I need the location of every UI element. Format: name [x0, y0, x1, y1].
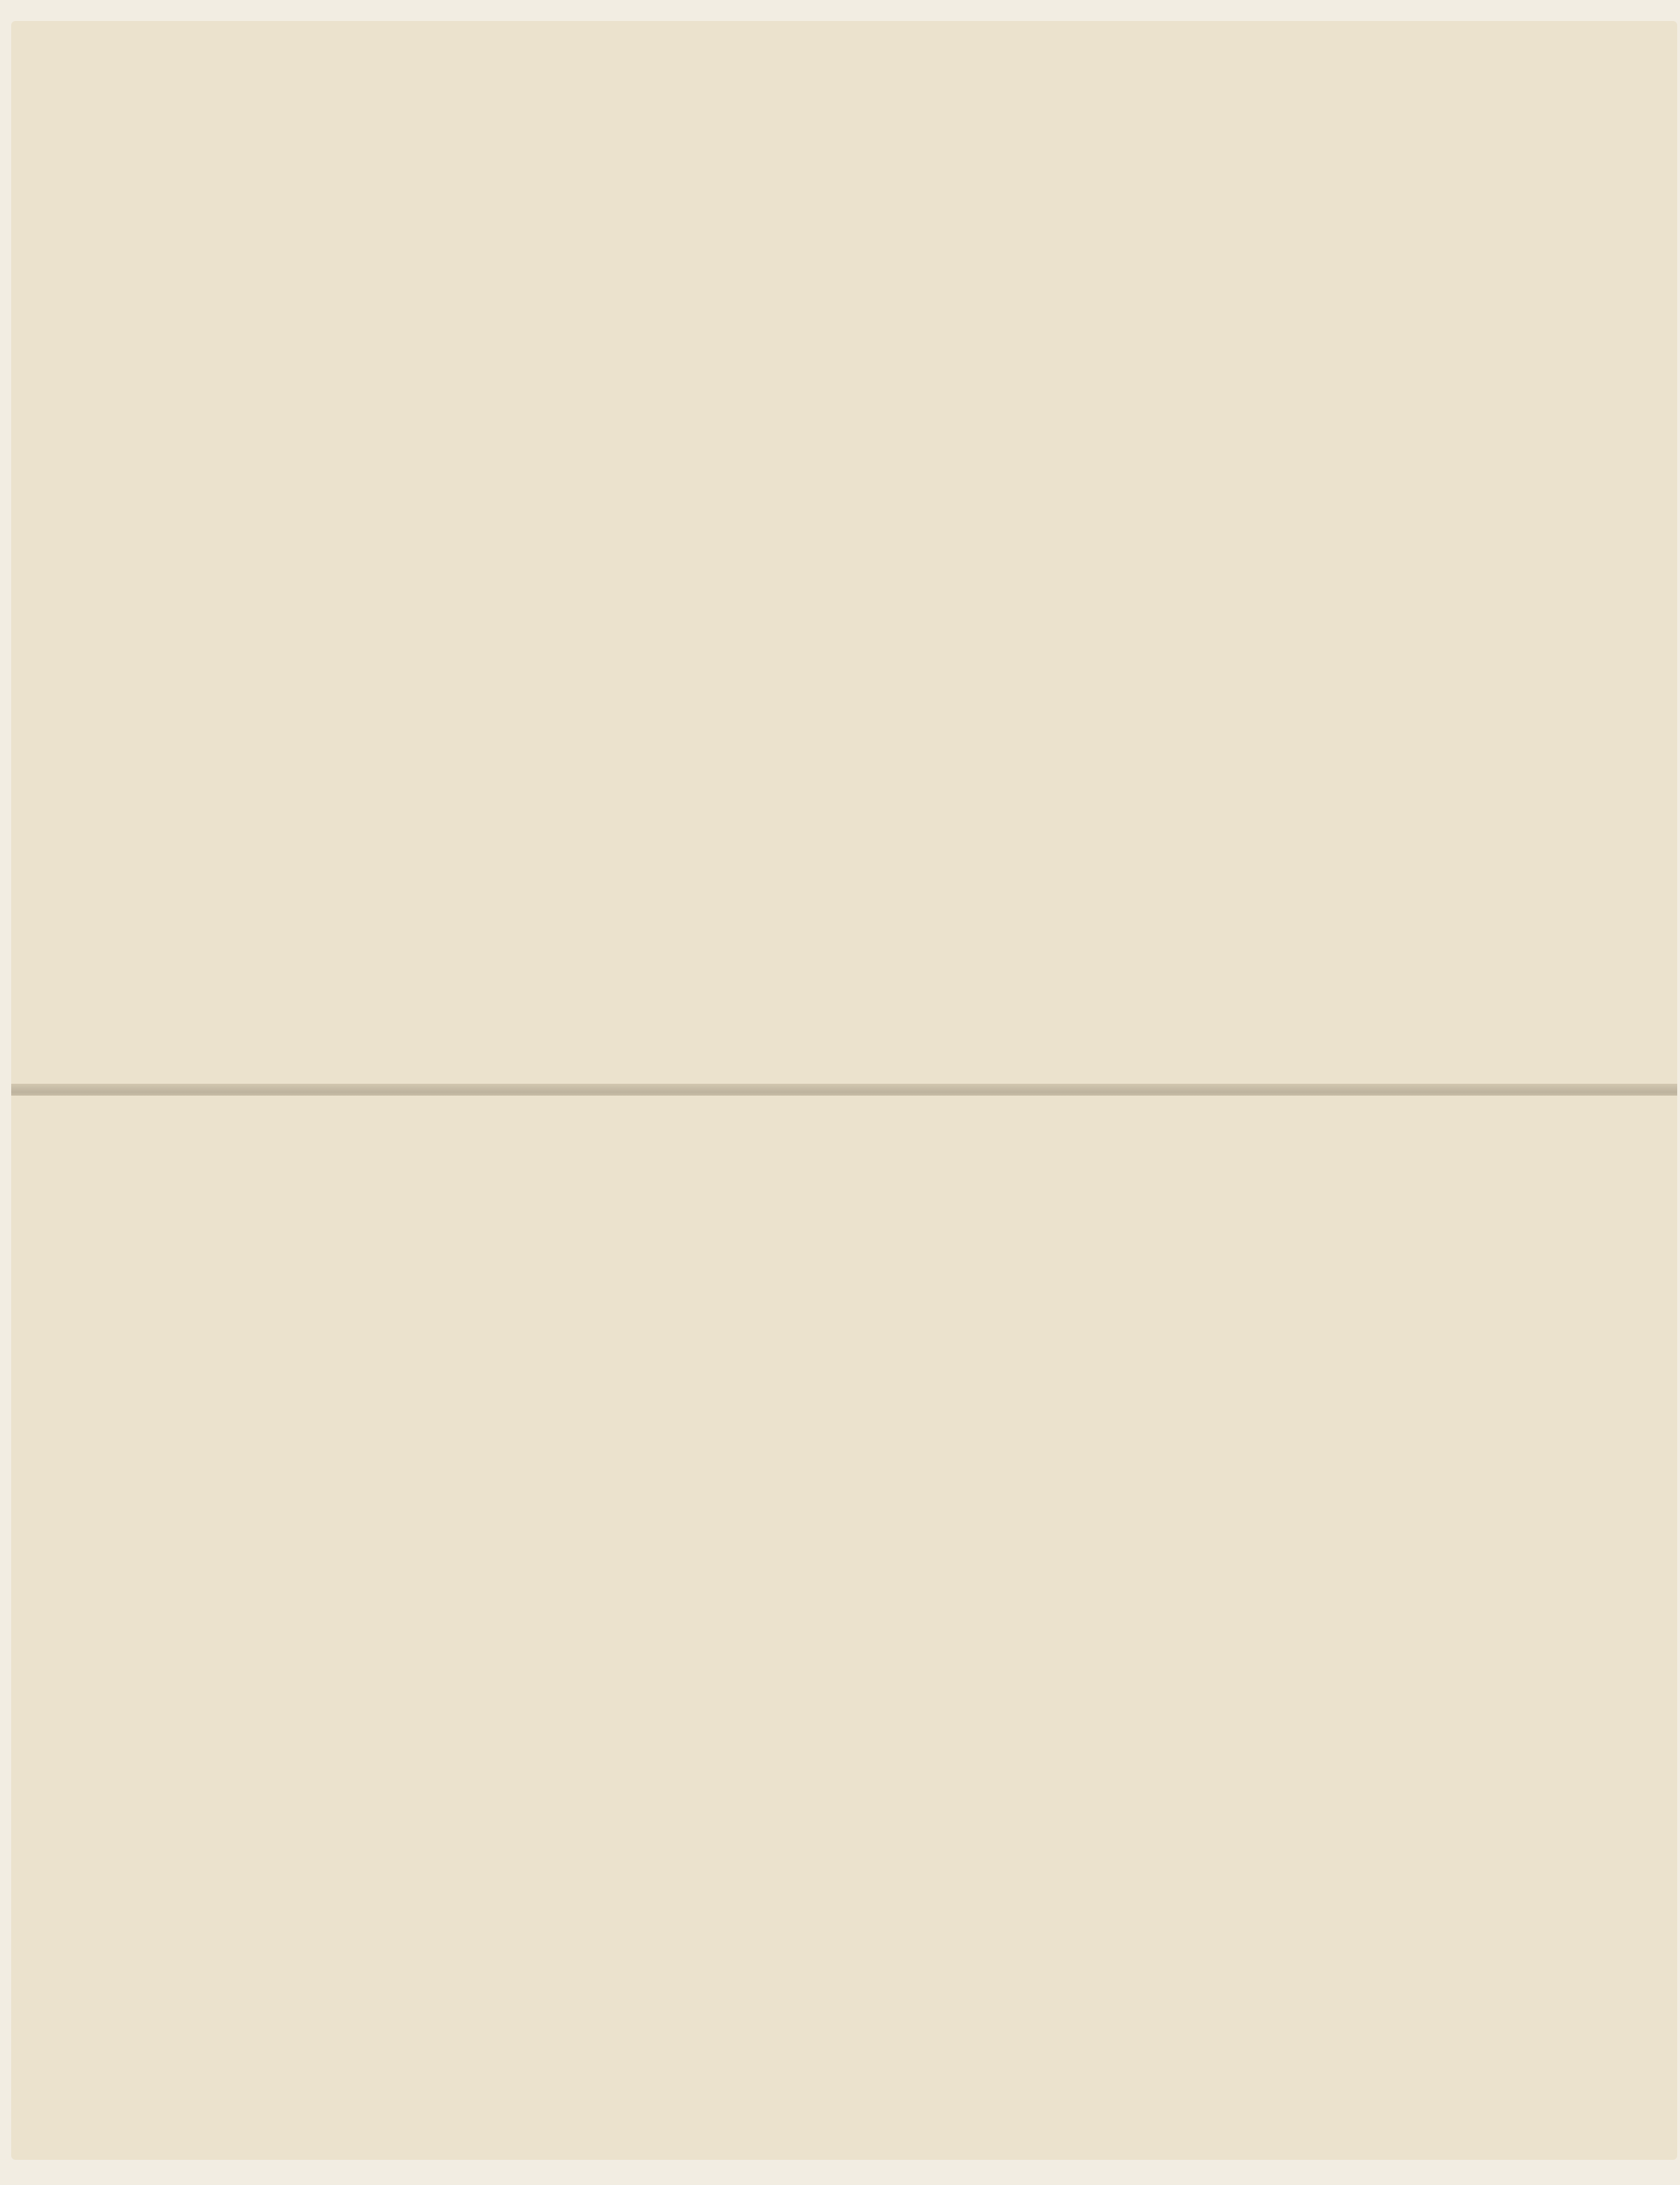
page-67 [11, 1096, 1677, 2160]
page-66 [11, 21, 1677, 1089]
footnote [249, 2004, 265, 2021]
